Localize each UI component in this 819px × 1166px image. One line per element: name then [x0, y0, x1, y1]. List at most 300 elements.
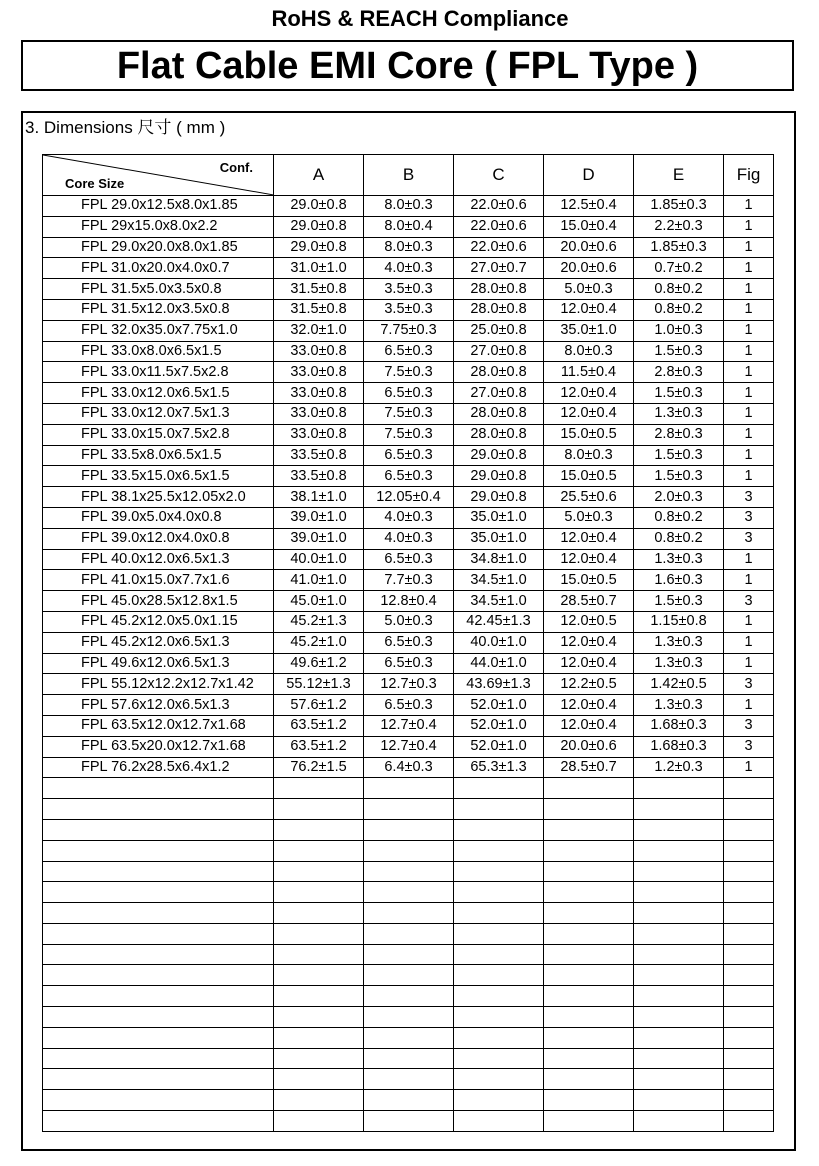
core-size-cell [43, 944, 274, 965]
b-cell: 12.7±0.4 [364, 736, 454, 757]
table-row [43, 466, 774, 487]
c-cell [454, 986, 544, 1007]
core-size-cell [43, 1069, 274, 1090]
empty-table-row [43, 965, 774, 986]
c-cell: 43.69±1.3 [454, 674, 544, 695]
b-cell: 6.4±0.3 [364, 757, 454, 778]
a-cell [274, 903, 364, 924]
a-cell: 40.0±1.0 [274, 549, 364, 570]
empty-table-row [43, 861, 774, 882]
fig-cell: 3 [724, 591, 774, 612]
fig-cell: 1 [724, 403, 774, 424]
c-cell: 35.0±1.0 [454, 507, 544, 528]
table-row [43, 320, 774, 341]
fig-cell: 1 [724, 424, 774, 445]
fig-cell: 1 [724, 632, 774, 653]
fig-cell [724, 1090, 774, 1111]
empty-table-row [43, 778, 774, 799]
b-cell [364, 1111, 454, 1132]
page-title: Flat Cable EMI Core ( FPL Type ) [21, 40, 794, 91]
a-cell [274, 923, 364, 944]
c-cell [454, 840, 544, 861]
c-cell: 29.0±0.8 [454, 445, 544, 466]
empty-table-row [43, 882, 774, 903]
fig-cell [724, 778, 774, 799]
d-cell: 15.0±0.5 [544, 466, 634, 487]
c-cell: 29.0±0.8 [454, 466, 544, 487]
e-cell: 0.8±0.2 [634, 507, 724, 528]
d-cell [544, 1090, 634, 1111]
c-cell: 65.3±1.3 [454, 757, 544, 778]
b-cell: 3.5±0.3 [364, 299, 454, 320]
e-cell: 1.5±0.3 [634, 383, 724, 404]
column-header-a: A [274, 155, 364, 196]
table-row [43, 445, 774, 466]
d-cell [544, 840, 634, 861]
conf-label: Conf. [219, 160, 253, 175]
b-cell: 12.8±0.4 [364, 591, 454, 612]
table-row [43, 736, 774, 757]
table-row [43, 528, 774, 549]
c-cell: 44.0±1.0 [454, 653, 544, 674]
c-cell: 28.0±0.8 [454, 362, 544, 383]
table-row [43, 507, 774, 528]
a-cell [274, 799, 364, 820]
a-cell: 49.6±1.2 [274, 653, 364, 674]
b-cell: 7.75±0.3 [364, 320, 454, 341]
table-row [43, 258, 774, 279]
e-cell: 1.2±0.3 [634, 757, 724, 778]
c-cell: 22.0±0.6 [454, 196, 544, 217]
a-cell [274, 778, 364, 799]
c-cell [454, 1111, 544, 1132]
c-cell: 28.0±0.8 [454, 299, 544, 320]
empty-table-row [43, 923, 774, 944]
b-cell [364, 1007, 454, 1028]
core-size-cell [43, 799, 274, 820]
e-cell [634, 1069, 724, 1090]
a-cell [274, 819, 364, 840]
c-cell [454, 1048, 544, 1069]
e-cell [634, 1007, 724, 1028]
e-cell [634, 1048, 724, 1069]
fig-cell: 1 [724, 695, 774, 716]
e-cell: 1.68±0.3 [634, 736, 724, 757]
core-size-cell [43, 965, 274, 986]
b-cell [364, 1090, 454, 1111]
fig-cell: 1 [724, 320, 774, 341]
d-cell: 12.0±0.4 [544, 653, 634, 674]
e-cell [634, 840, 724, 861]
core-size-cell [43, 1090, 274, 1111]
c-cell: 27.0±0.8 [454, 341, 544, 362]
a-cell: 39.0±1.0 [274, 528, 364, 549]
d-cell: 12.0±0.4 [544, 299, 634, 320]
empty-table-row [43, 944, 774, 965]
a-cell: 33.0±0.8 [274, 341, 364, 362]
empty-table-row [43, 1069, 774, 1090]
section-label: 3. Dimensions 尺寸 ( mm ) [25, 118, 226, 137]
core-size-cell [43, 861, 274, 882]
core-size-cell: FPL 49.6x12.0x6.5x1.3 [43, 653, 274, 674]
d-cell: 28.5±0.7 [544, 757, 634, 778]
empty-table-row [43, 1027, 774, 1048]
e-cell: 1.5±0.3 [634, 341, 724, 362]
core-size-cell [43, 1007, 274, 1028]
b-cell [364, 799, 454, 820]
e-cell: 1.5±0.3 [634, 591, 724, 612]
c-cell [454, 903, 544, 924]
c-cell [454, 1007, 544, 1028]
fig-cell: 3 [724, 736, 774, 757]
d-cell: 25.5±0.6 [544, 487, 634, 508]
c-cell: 35.0±1.0 [454, 528, 544, 549]
fig-cell [724, 882, 774, 903]
b-cell [364, 778, 454, 799]
fig-cell: 3 [724, 487, 774, 508]
a-cell: 63.5±1.2 [274, 736, 364, 757]
b-cell: 8.0±0.3 [364, 237, 454, 258]
empty-table-row [43, 986, 774, 1007]
b-cell: 6.5±0.3 [364, 632, 454, 653]
b-cell [364, 861, 454, 882]
core-size-cell [43, 840, 274, 861]
b-cell: 6.5±0.3 [364, 466, 454, 487]
b-cell [364, 1069, 454, 1090]
column-header-fig: Fig [724, 155, 774, 196]
fig-cell [724, 965, 774, 986]
e-cell: 0.7±0.2 [634, 258, 724, 279]
column-header-c: C [454, 155, 544, 196]
a-cell: 45.0±1.0 [274, 591, 364, 612]
b-cell [364, 923, 454, 944]
a-cell: 29.0±0.8 [274, 216, 364, 237]
fig-cell [724, 861, 774, 882]
d-cell: 8.0±0.3 [544, 445, 634, 466]
b-cell: 6.5±0.3 [364, 549, 454, 570]
table-row [43, 715, 774, 736]
fig-cell: 1 [724, 549, 774, 570]
a-cell: 63.5±1.2 [274, 715, 364, 736]
fig-cell: 1 [724, 445, 774, 466]
d-cell [544, 1007, 634, 1028]
c-cell [454, 944, 544, 965]
fig-cell: 1 [724, 653, 774, 674]
d-cell [544, 903, 634, 924]
table-row [43, 653, 774, 674]
a-cell: 33.5±0.8 [274, 466, 364, 487]
a-cell [274, 861, 364, 882]
e-cell: 1.3±0.3 [634, 632, 724, 653]
e-cell: 1.0±0.3 [634, 320, 724, 341]
a-cell: 33.0±0.8 [274, 362, 364, 383]
b-cell: 12.7±0.4 [364, 715, 454, 736]
a-cell: 29.0±0.8 [274, 237, 364, 258]
fig-cell [724, 944, 774, 965]
fig-cell: 1 [724, 341, 774, 362]
c-cell: 27.0±0.7 [454, 258, 544, 279]
c-cell: 34.8±1.0 [454, 549, 544, 570]
fig-cell: 1 [724, 570, 774, 591]
c-cell [454, 819, 544, 840]
core-size-cell [43, 986, 274, 1007]
a-cell: 33.5±0.8 [274, 445, 364, 466]
e-cell: 2.2±0.3 [634, 216, 724, 237]
b-cell: 5.0±0.3 [364, 611, 454, 632]
empty-table-row [43, 819, 774, 840]
empty-table-row [43, 1111, 774, 1132]
empty-table-row [43, 840, 774, 861]
d-cell [544, 861, 634, 882]
fig-cell: 1 [724, 279, 774, 300]
c-cell: 34.5±1.0 [454, 591, 544, 612]
c-cell: 40.0±1.0 [454, 632, 544, 653]
table-row [43, 196, 774, 217]
c-cell: 28.0±0.8 [454, 403, 544, 424]
fig-cell [724, 1027, 774, 1048]
b-cell [364, 965, 454, 986]
d-cell: 12.0±0.4 [544, 549, 634, 570]
e-cell: 1.85±0.3 [634, 237, 724, 258]
fig-cell: 1 [724, 216, 774, 237]
d-cell [544, 1027, 634, 1048]
c-cell [454, 923, 544, 944]
c-cell: 52.0±1.0 [454, 695, 544, 716]
core-size-cell: FPL 55.12x12.2x12.7x1.42 [43, 674, 274, 695]
empty-table-row [43, 1007, 774, 1028]
column-header-e: E [634, 155, 724, 196]
a-cell: 33.0±0.8 [274, 403, 364, 424]
d-cell: 28.5±0.7 [544, 591, 634, 612]
a-cell [274, 1048, 364, 1069]
core-size-cell: FPL 40.0x12.0x6.5x1.3 [43, 549, 274, 570]
b-cell: 3.5±0.3 [364, 279, 454, 300]
d-cell: 8.0±0.3 [544, 341, 634, 362]
table-row [43, 591, 774, 612]
a-cell [274, 882, 364, 903]
e-cell [634, 819, 724, 840]
e-cell: 2.8±0.3 [634, 424, 724, 445]
e-cell [634, 1027, 724, 1048]
a-cell [274, 1027, 364, 1048]
fig-cell [724, 1111, 774, 1132]
fig-cell: 3 [724, 715, 774, 736]
a-cell: 41.0±1.0 [274, 570, 364, 591]
a-cell: 32.0±1.0 [274, 320, 364, 341]
b-cell: 7.5±0.3 [364, 403, 454, 424]
d-cell [544, 778, 634, 799]
fig-cell [724, 923, 774, 944]
core-size-cell: FPL 29.0x20.0x8.0x1.85 [43, 237, 274, 258]
d-cell [544, 1069, 634, 1090]
fig-cell: 1 [724, 258, 774, 279]
d-cell: 12.0±0.4 [544, 403, 634, 424]
a-cell [274, 840, 364, 861]
core-size-cell: FPL 33.0x12.0x6.5x1.5 [43, 383, 274, 404]
d-cell [544, 1048, 634, 1069]
core-size-cell: FPL 63.5x12.0x12.7x1.68 [43, 715, 274, 736]
e-cell: 0.8±0.2 [634, 279, 724, 300]
d-cell: 12.2±0.5 [544, 674, 634, 695]
fig-cell [724, 1069, 774, 1090]
e-cell: 1.5±0.3 [634, 466, 724, 487]
fig-cell [724, 819, 774, 840]
core-size-cell: FPL 31.5x12.0x3.5x0.8 [43, 299, 274, 320]
fig-cell [724, 799, 774, 820]
e-cell: 1.42±0.5 [634, 674, 724, 695]
table-row [43, 424, 774, 445]
d-cell: 15.0±0.4 [544, 216, 634, 237]
e-cell: 1.6±0.3 [634, 570, 724, 591]
fig-cell [724, 903, 774, 924]
dimensions-table [42, 154, 774, 1132]
c-cell [454, 1090, 544, 1111]
e-cell: 1.3±0.3 [634, 403, 724, 424]
d-cell: 15.0±0.5 [544, 424, 634, 445]
e-cell [634, 903, 724, 924]
table-row [43, 757, 774, 778]
b-cell [364, 986, 454, 1007]
d-cell [544, 799, 634, 820]
fig-cell [724, 1007, 774, 1028]
c-cell [454, 799, 544, 820]
a-cell: 45.2±1.3 [274, 611, 364, 632]
c-cell [454, 965, 544, 986]
core-size-cell: FPL 31.5x5.0x3.5x0.8 [43, 279, 274, 300]
d-cell: 5.0±0.3 [544, 279, 634, 300]
d-cell [544, 965, 634, 986]
core-size-cell: FPL 32.0x35.0x7.75x1.0 [43, 320, 274, 341]
b-cell: 12.05±0.4 [364, 487, 454, 508]
a-cell: 33.0±0.8 [274, 424, 364, 445]
fig-cell: 1 [724, 237, 774, 258]
c-cell [454, 882, 544, 903]
a-cell: 29.0±0.8 [274, 196, 364, 217]
table-row [43, 695, 774, 716]
table-row [43, 549, 774, 570]
table-row [43, 611, 774, 632]
fig-cell: 3 [724, 674, 774, 695]
a-cell [274, 1111, 364, 1132]
c-cell: 25.0±0.8 [454, 320, 544, 341]
core-size-cell: FPL 29.0x12.5x8.0x1.85 [43, 196, 274, 217]
core-size-cell: FPL 57.6x12.0x6.5x1.3 [43, 695, 274, 716]
compliance-heading: RoHS & REACH Compliance [271, 6, 569, 31]
fig-cell [724, 986, 774, 1007]
b-cell [364, 903, 454, 924]
e-cell: 0.8±0.2 [634, 299, 724, 320]
b-cell: 12.7±0.3 [364, 674, 454, 695]
e-cell [634, 965, 724, 986]
d-cell: 12.0±0.4 [544, 695, 634, 716]
b-cell: 8.0±0.3 [364, 196, 454, 217]
table-row [43, 362, 774, 383]
d-cell: 12.5±0.4 [544, 196, 634, 217]
core-size-cell: FPL 31.0x20.0x4.0x0.7 [43, 258, 274, 279]
c-cell: 52.0±1.0 [454, 736, 544, 757]
a-cell: 38.1±1.0 [274, 487, 364, 508]
a-cell [274, 1007, 364, 1028]
b-cell [364, 944, 454, 965]
d-cell [544, 882, 634, 903]
core-size-cell: FPL 33.0x8.0x6.5x1.5 [43, 341, 274, 362]
core-size-cell [43, 1111, 274, 1132]
fig-cell: 1 [724, 299, 774, 320]
e-cell [634, 799, 724, 820]
d-cell [544, 986, 634, 1007]
b-cell: 4.0±0.3 [364, 258, 454, 279]
b-cell: 6.5±0.3 [364, 383, 454, 404]
e-cell: 0.8±0.2 [634, 528, 724, 549]
table-body [43, 196, 774, 1132]
c-cell: 22.0±0.6 [454, 237, 544, 258]
e-cell [634, 1090, 724, 1111]
core-size-cell: FPL 33.0x15.0x7.5x2.8 [43, 424, 274, 445]
core-size-cell [43, 778, 274, 799]
table-row [43, 570, 774, 591]
b-cell: 7.5±0.3 [364, 362, 454, 383]
c-cell: 22.0±0.6 [454, 216, 544, 237]
empty-table-row [43, 903, 774, 924]
d-cell [544, 923, 634, 944]
table-row [43, 216, 774, 237]
core-size-cell: FPL 45.0x28.5x12.8x1.5 [43, 591, 274, 612]
fig-cell: 1 [724, 466, 774, 487]
a-cell [274, 1069, 364, 1090]
fig-cell: 1 [724, 757, 774, 778]
fig-cell: 3 [724, 528, 774, 549]
b-cell: 7.7±0.3 [364, 570, 454, 591]
b-cell [364, 819, 454, 840]
core-size-cell [43, 923, 274, 944]
core-size-cell [43, 882, 274, 903]
empty-table-row [43, 799, 774, 820]
c-cell: 27.0±0.8 [454, 383, 544, 404]
fig-cell: 1 [724, 362, 774, 383]
core-size-cell: FPL 45.2x12.0x5.0x1.15 [43, 611, 274, 632]
corner-header [43, 155, 274, 196]
b-cell: 4.0±0.3 [364, 507, 454, 528]
a-cell: 33.0±0.8 [274, 383, 364, 404]
empty-table-row [43, 1048, 774, 1069]
e-cell [634, 861, 724, 882]
empty-table-row [43, 1090, 774, 1111]
core-size-label: Core Size [65, 176, 125, 191]
e-cell: 2.8±0.3 [634, 362, 724, 383]
c-cell: 42.45±1.3 [454, 611, 544, 632]
e-cell [634, 944, 724, 965]
fig-cell: 1 [724, 196, 774, 217]
b-cell [364, 882, 454, 903]
core-size-cell: FPL 45.2x12.0x6.5x1.3 [43, 632, 274, 653]
fig-cell [724, 1048, 774, 1069]
c-cell [454, 1027, 544, 1048]
a-cell [274, 986, 364, 1007]
d-cell: 12.0±0.5 [544, 611, 634, 632]
fig-cell: 1 [724, 611, 774, 632]
d-cell [544, 1111, 634, 1132]
b-cell: 6.5±0.3 [364, 653, 454, 674]
b-cell: 6.5±0.3 [364, 341, 454, 362]
core-size-cell: FPL 76.2x28.5x6.4x1.2 [43, 757, 274, 778]
e-cell: 1.68±0.3 [634, 715, 724, 736]
b-cell: 6.5±0.3 [364, 695, 454, 716]
core-size-cell [43, 903, 274, 924]
table-row [43, 632, 774, 653]
e-cell [634, 778, 724, 799]
a-cell [274, 944, 364, 965]
e-cell [634, 923, 724, 944]
